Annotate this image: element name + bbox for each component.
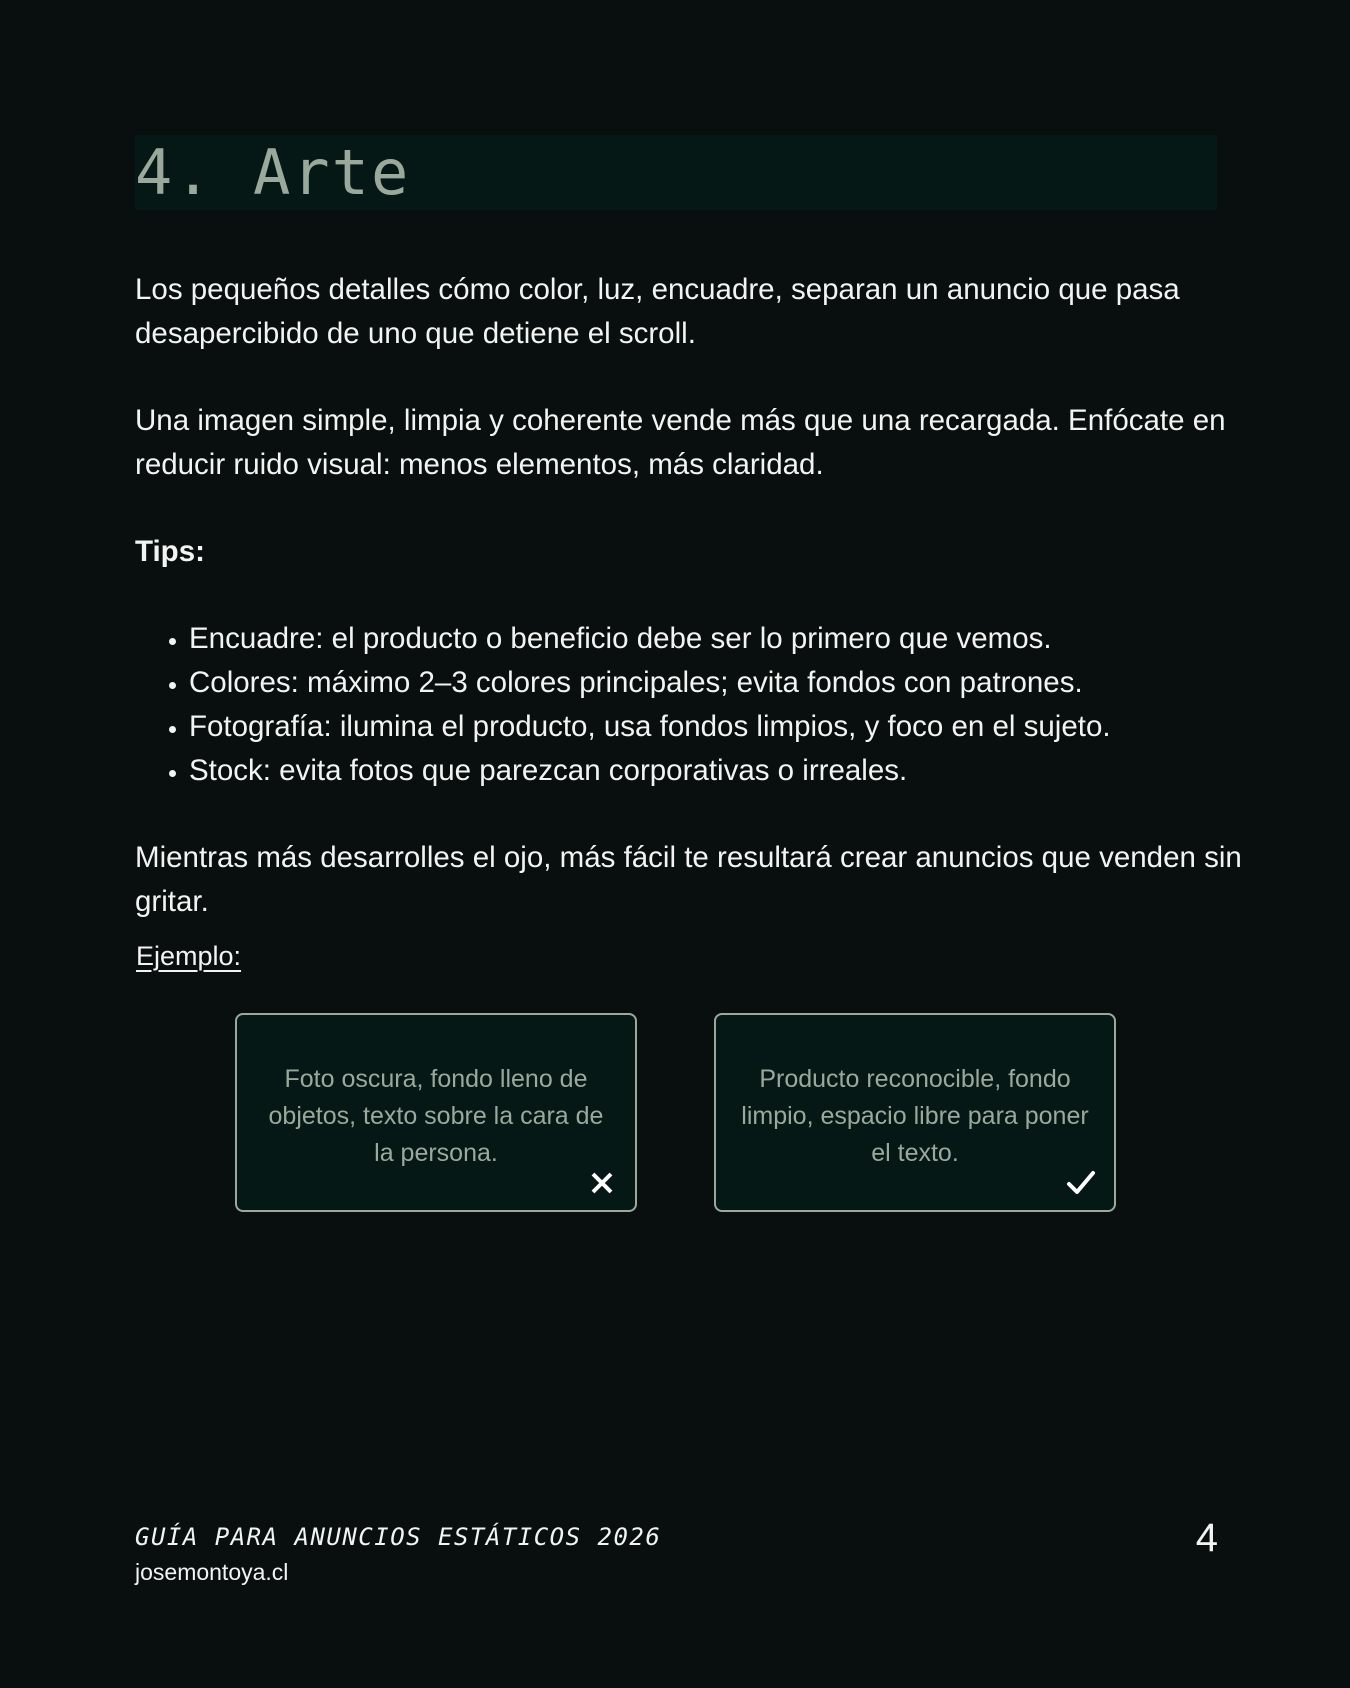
- x-icon: [587, 1168, 617, 1198]
- good-example-text: Producto reconocible, fondo limpio, espacio libre para poner el texto.: [741, 1065, 1089, 1167]
- tip-item: • Encuadre: el producto o beneficio debe ser lo primero que vemos.: [189, 617, 1245, 661]
- body-content: [135, 268, 1245, 967]
- example-label: Ejemplo:: [136, 941, 242, 971]
- footer-website: josemontoya.cl: [135, 1559, 289, 1585]
- closing-paragraph: Mientras más desarrolles el ojo, más fácil te resultará crear anuncios que venden sin gritar.: [135, 841, 1242, 918]
- simplicity-paragraph: Una imagen simple, limpia y coherente vende más que una recargada. Enfócate en reducir ruido visual: menos elementos, más claridad.: [135, 404, 1226, 481]
- tips-label: Tips:: [135, 535, 205, 568]
- footer-guide-title: GUÍA PARA ANUNCIOS ESTÁTICOS 2026: [135, 1523, 662, 1551]
- intro-paragraph: Los pequeños detalles cómo color, luz, encuadre, separan un anuncio que pasa desapercibido de uno que detiene el scroll.: [135, 273, 1180, 350]
- bad-example-text: Foto oscura, fondo lleno de objetos, texto sobre la cara de la persona.: [268, 1065, 604, 1167]
- section-title-band: [135, 135, 1217, 210]
- tip-item: • Colores: máximo 2–3 colores principales; evita fondos con patrones.: [189, 661, 1245, 705]
- tips-list: [135, 617, 1245, 793]
- tip-item: • Stock: evita fotos que parezcan corporativas o irreales.: [189, 749, 1245, 793]
- section-title: 4. Arte: [135, 136, 411, 209]
- bad-example-card: [235, 1013, 637, 1212]
- tip-item: • Fotografía: ilumina el producto, usa fondos limpios, y foco en el sujeto.: [189, 705, 1245, 749]
- page-number: 4: [1195, 1516, 1218, 1560]
- checkmark-icon: [1066, 1168, 1096, 1198]
- good-example-card: [714, 1013, 1116, 1212]
